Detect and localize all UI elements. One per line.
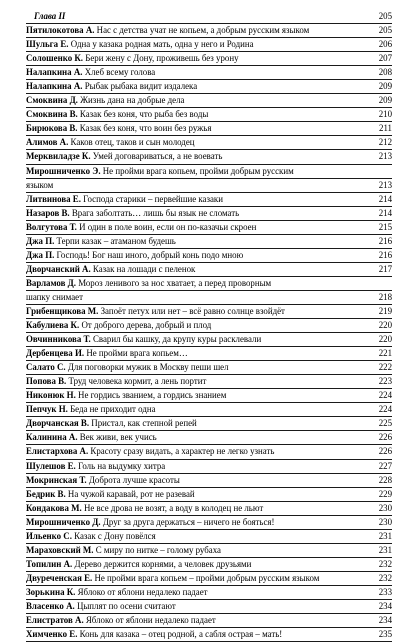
- entry-title: Конь для казака – отец родной, а сабля острая – мать!: [77, 629, 283, 640]
- toc-entry: [26, 122, 392, 136]
- page-number: 218: [378, 291, 392, 302]
- entry-title: Яблоко от яблони недалеко падает: [83, 615, 216, 626]
- entry-author: Елистратов А.: [26, 615, 84, 626]
- entry-title: Не пройми врага копьем, пройми добрым русским: [100, 165, 294, 176]
- page-number: 205: [378, 11, 392, 21]
- page-number: 224: [378, 390, 392, 401]
- entry-title: Не все дрова не возят, а воду в колодец не льют: [81, 502, 264, 513]
- toc-entry: [26, 263, 392, 277]
- entry-title: Казак с Дону повёлся: [71, 530, 156, 541]
- page-number: 214: [378, 193, 392, 204]
- toc-entry: [26, 628, 392, 642]
- page-number: 213: [378, 179, 392, 190]
- entry-text: [26, 52, 366, 65]
- entry-title: Нас с детства учат не копьем, а добрым русским языком: [94, 25, 310, 36]
- toc-entry: [26, 207, 392, 221]
- entry-text: [26, 544, 366, 557]
- entry-author: Налапкина А.: [26, 81, 83, 92]
- entry-text: [26, 474, 366, 487]
- toc-entry: [26, 319, 392, 333]
- entry-author: Грибенщикова М.: [26, 305, 99, 316]
- entry-text: [26, 10, 366, 23]
- entry-title: Пристал, как степной репей: [89, 418, 197, 429]
- entry-text: [26, 221, 366, 234]
- page-number: 231: [378, 544, 392, 555]
- toc-entry: [26, 305, 392, 319]
- entry-text: [26, 375, 366, 388]
- entry-author: Мерквиладзе К.: [26, 151, 91, 162]
- entry-author: Алимов А.: [26, 137, 69, 148]
- entry-title: Бери жену с Дону, проживешь без урону: [83, 53, 239, 64]
- toc-entry: [26, 277, 392, 291]
- entry-text: [26, 347, 366, 360]
- entry-author: Салато С.: [26, 362, 66, 373]
- entry-title: С миру по нитке – голому рубаха: [93, 544, 221, 555]
- toc-entry: [26, 403, 392, 417]
- entry-title: шапку снимает: [26, 291, 83, 302]
- entry-title: Не пройми врага копьем…: [84, 348, 188, 359]
- page-number: 216: [378, 235, 392, 246]
- entry-author: Налапкина А.: [26, 67, 83, 78]
- entry-author: Литвинова Е.: [26, 193, 81, 204]
- page-number: 208: [378, 67, 392, 78]
- page-number: 235: [378, 629, 392, 640]
- entry-author: Волгутова Т.: [26, 221, 77, 232]
- toc-entry: [26, 249, 392, 263]
- entry-text: [26, 600, 366, 613]
- toc-entry: [26, 431, 392, 445]
- entry-title: Жизнь дана на добрые дела: [77, 95, 185, 106]
- entry-text: [26, 235, 366, 248]
- entry-author: Бирюкова В.: [26, 123, 78, 134]
- entry-title: Не пройми врага копьем – пройми добрым русским языком: [92, 572, 320, 583]
- toc-entry: [26, 445, 392, 459]
- entry-text: [26, 193, 366, 206]
- entry-text: [26, 361, 366, 374]
- toc-entry: [26, 460, 392, 474]
- entry-text: [26, 150, 366, 163]
- entry-title: Для поговорки мужик в Москву пеши шел: [65, 362, 229, 373]
- entry-text: [26, 108, 366, 121]
- entry-author: Смоквина В.: [26, 109, 78, 120]
- entry-text: [26, 179, 366, 192]
- toc-entry: [26, 66, 392, 80]
- page-number: 224: [378, 404, 392, 415]
- entry-author: Мараховский М.: [26, 544, 94, 555]
- entry-title: языком: [26, 179, 54, 190]
- toc-entry: [26, 600, 392, 614]
- page-number: 231: [378, 530, 392, 541]
- page-number: 234: [378, 600, 392, 611]
- page-number: 222: [378, 362, 392, 373]
- entry-text: [26, 628, 366, 641]
- entry-text: [26, 249, 366, 262]
- entry-author: Шульга Е.: [26, 39, 69, 50]
- entry-title: Казак на лошади с пеленок: [90, 263, 196, 274]
- toc-entry: [26, 235, 392, 249]
- page-number: 230: [378, 516, 392, 527]
- entry-author: Пятилокотова А.: [26, 25, 95, 36]
- entry-author: Варламов Д.: [26, 277, 76, 288]
- page-number: 234: [378, 615, 392, 626]
- entry-title: От доброго дерева, добрый и плод: [79, 320, 212, 331]
- entry-author: Попова В.: [26, 376, 67, 387]
- entry-title: Друг за друга держаться – ничего не бояться!: [100, 516, 275, 527]
- entry-text: [26, 38, 366, 51]
- toc-entry: [26, 488, 392, 502]
- toc-entry: [26, 361, 392, 375]
- toc-entry: [26, 221, 392, 235]
- toc-entry: [26, 417, 392, 431]
- toc-entry: [26, 165, 392, 179]
- entry-title: Труд человека кормит, а лень портит: [66, 376, 207, 387]
- page-number: 209: [378, 95, 392, 106]
- entry-author: Мирошниченко Э.: [26, 165, 101, 176]
- toc-entry: [26, 502, 392, 516]
- entry-title: Красоту сразу видать, а характер не легко узнать: [88, 446, 275, 457]
- entry-title: Яблоко от яблони недалеко падает: [75, 586, 208, 597]
- page-number: 211: [379, 123, 392, 134]
- page-number: 227: [378, 460, 392, 471]
- entry-author: Топилин А.: [26, 558, 73, 569]
- page-number: 210: [378, 109, 392, 120]
- page-number: 212: [378, 137, 392, 148]
- toc-entry: [26, 347, 392, 361]
- entry-author: Ильенко С.: [26, 530, 72, 541]
- entry-author: Джа П.: [26, 235, 55, 246]
- entry-title: Врага заболтать… лишь бы язык не сломать: [69, 207, 240, 218]
- entry-text: [26, 333, 366, 346]
- entry-author: Дворчанская В.: [26, 418, 90, 429]
- toc-entry: [26, 516, 392, 530]
- toc-entry: [26, 94, 392, 108]
- entry-author: Калинина А.: [26, 432, 78, 443]
- entry-text: [26, 319, 366, 332]
- chapter-heading: [26, 10, 392, 24]
- entry-author: Двуреченская Е.: [26, 572, 93, 583]
- page-number: 225: [378, 418, 392, 429]
- toc-entry: [26, 614, 392, 628]
- toc-entry: [26, 52, 392, 66]
- entry-text: [26, 277, 366, 290]
- toc-entry: [26, 530, 392, 544]
- entry-text: [26, 488, 366, 501]
- entry-text: [26, 586, 366, 599]
- entry-text: [26, 66, 366, 79]
- entry-text: [26, 530, 366, 543]
- page-number: 228: [378, 474, 392, 485]
- entry-title: Дерево держится корнями, а человек друзьями: [72, 558, 252, 569]
- page-number: 232: [378, 572, 392, 583]
- toc-entry: [26, 474, 392, 488]
- entry-title: Сварил бы кашку, да крупу куры расклевали: [90, 334, 262, 345]
- entry-title: Умей договариваться, а не воевать: [90, 151, 223, 162]
- entry-author: Химченко Е.: [26, 629, 78, 640]
- entry-author: Кабулиева К.: [26, 320, 80, 331]
- entry-author: Назаров В.: [26, 207, 70, 218]
- entry-title: На чужой каравай, рот не разевай: [65, 488, 195, 499]
- entry-title: Век живи, век учись: [77, 432, 157, 443]
- entry-title: И один в поле воин, если он по-казачьи скроен: [76, 221, 257, 232]
- entry-author: Солошенко К.: [26, 53, 83, 64]
- page-number: 213: [378, 151, 392, 162]
- toc-entry: [26, 586, 392, 600]
- page-number: 217: [378, 263, 392, 274]
- entry-text: [26, 291, 366, 304]
- table-of-contents: [26, 10, 392, 642]
- entry-author: Пепчук Н.: [26, 404, 68, 415]
- entry-title: Господь! Бог наш иного, добрый конь подо мною: [54, 249, 244, 260]
- toc-entry: [26, 80, 392, 94]
- entry-title: Каков отец, таков и сын молодец: [68, 137, 195, 148]
- entry-text: [26, 207, 366, 220]
- entry-title: Не гордись званием, а гордись знанием: [75, 390, 227, 401]
- toc-entry: [26, 389, 392, 403]
- entry-author: Никонюк Н.: [26, 390, 76, 401]
- entry-text: [26, 24, 366, 37]
- page-number: 226: [378, 446, 392, 457]
- entry-title: Одна у казака родная мать, одна у него и Родина: [68, 39, 254, 50]
- page-number: 220: [378, 320, 392, 331]
- entry-author: Дворчанский А.: [26, 263, 91, 274]
- entry-author: Дербенцева И.: [26, 348, 85, 359]
- page-number: 207: [378, 53, 392, 64]
- page-number: 226: [378, 432, 392, 443]
- entry-title: Господа старики – первейшие казаки: [80, 193, 223, 204]
- entry-title: Казак без коня, что воин без ружья: [77, 123, 212, 134]
- entry-author: Овчинникова Т.: [26, 334, 91, 345]
- entry-title: Запоёт петух или нет – всё равно солнце взойдёт: [98, 305, 285, 316]
- entry-author: Глава II: [34, 11, 66, 21]
- entry-text: [26, 122, 366, 135]
- page-number: 219: [378, 305, 392, 316]
- toc-entry: [26, 150, 392, 164]
- entry-title: Доброта лучше красоты: [86, 474, 180, 485]
- toc-entry: [26, 544, 392, 558]
- entry-author: Мирошниченко Д.: [26, 516, 101, 527]
- entry-author: Зорькина К.: [26, 586, 76, 597]
- entry-author: Джа П.: [26, 249, 55, 260]
- entry-title: Терпи казак – атаманом будешь: [54, 235, 176, 246]
- page-number: 205: [378, 25, 392, 36]
- entry-text: [26, 445, 366, 458]
- page-number: 233: [378, 586, 392, 597]
- page-number: 220: [378, 334, 392, 345]
- entry-author: Смоквина Д.: [26, 95, 78, 106]
- entry-text: [26, 263, 366, 276]
- entry-title: Хлеб всему голова: [82, 67, 156, 78]
- entry-text: [26, 516, 366, 529]
- page-number: 215: [378, 221, 392, 232]
- entry-text: [26, 558, 366, 571]
- toc-entry: [26, 375, 392, 389]
- entry-text: [26, 460, 366, 473]
- entry-author: Власенко А.: [26, 600, 75, 611]
- page-number: 229: [378, 488, 392, 499]
- toc-entry: [26, 193, 392, 207]
- entry-author: Шулешов Е.: [26, 460, 76, 471]
- toc-entry: [26, 108, 392, 122]
- entry-text: [26, 431, 366, 444]
- entry-text: [26, 80, 366, 93]
- toc-entry: [26, 136, 392, 150]
- entry-text: [26, 165, 366, 178]
- entry-text: [26, 94, 366, 107]
- entry-title: Цыплят по осени считают: [74, 600, 176, 611]
- toc-entry-continuation: [26, 291, 392, 305]
- entry-text: [26, 502, 366, 515]
- page-number: 221: [378, 348, 392, 359]
- toc-entry: [26, 24, 392, 38]
- entry-text: [26, 403, 366, 416]
- entry-author: Бедрик В.: [26, 488, 66, 499]
- entry-text: [26, 136, 366, 149]
- toc-entry: [26, 38, 392, 52]
- page-number: 223: [378, 376, 392, 387]
- entry-text: [26, 389, 366, 402]
- page-number: 232: [378, 558, 392, 569]
- page-number: 230: [378, 502, 392, 513]
- toc-entry: [26, 558, 392, 572]
- entry-author: Кондакова М.: [26, 502, 82, 513]
- entry-title: Мороз ленивого за нос хватает, а перед проворным: [75, 277, 272, 288]
- page-number: 214: [378, 207, 392, 218]
- page-number: 209: [378, 81, 392, 92]
- toc-entry: [26, 333, 392, 347]
- page-number: 216: [378, 249, 392, 260]
- entry-title: Рыбак рыбака видит издалека: [82, 81, 198, 92]
- entry-author: Мокринская Т.: [26, 474, 87, 485]
- page-number: 206: [378, 39, 392, 50]
- entry-author: Елистархова А.: [26, 446, 89, 457]
- toc-entry-continuation: [26, 179, 392, 193]
- entry-text: [26, 614, 366, 627]
- entry-title: Голь на выдумку хитра: [75, 460, 166, 471]
- entry-title: Беда не приходит одна: [67, 404, 156, 415]
- entry-title: Казак без коня, что рыба без воды: [77, 109, 209, 120]
- entry-text: [26, 305, 366, 318]
- entry-text: [26, 417, 366, 430]
